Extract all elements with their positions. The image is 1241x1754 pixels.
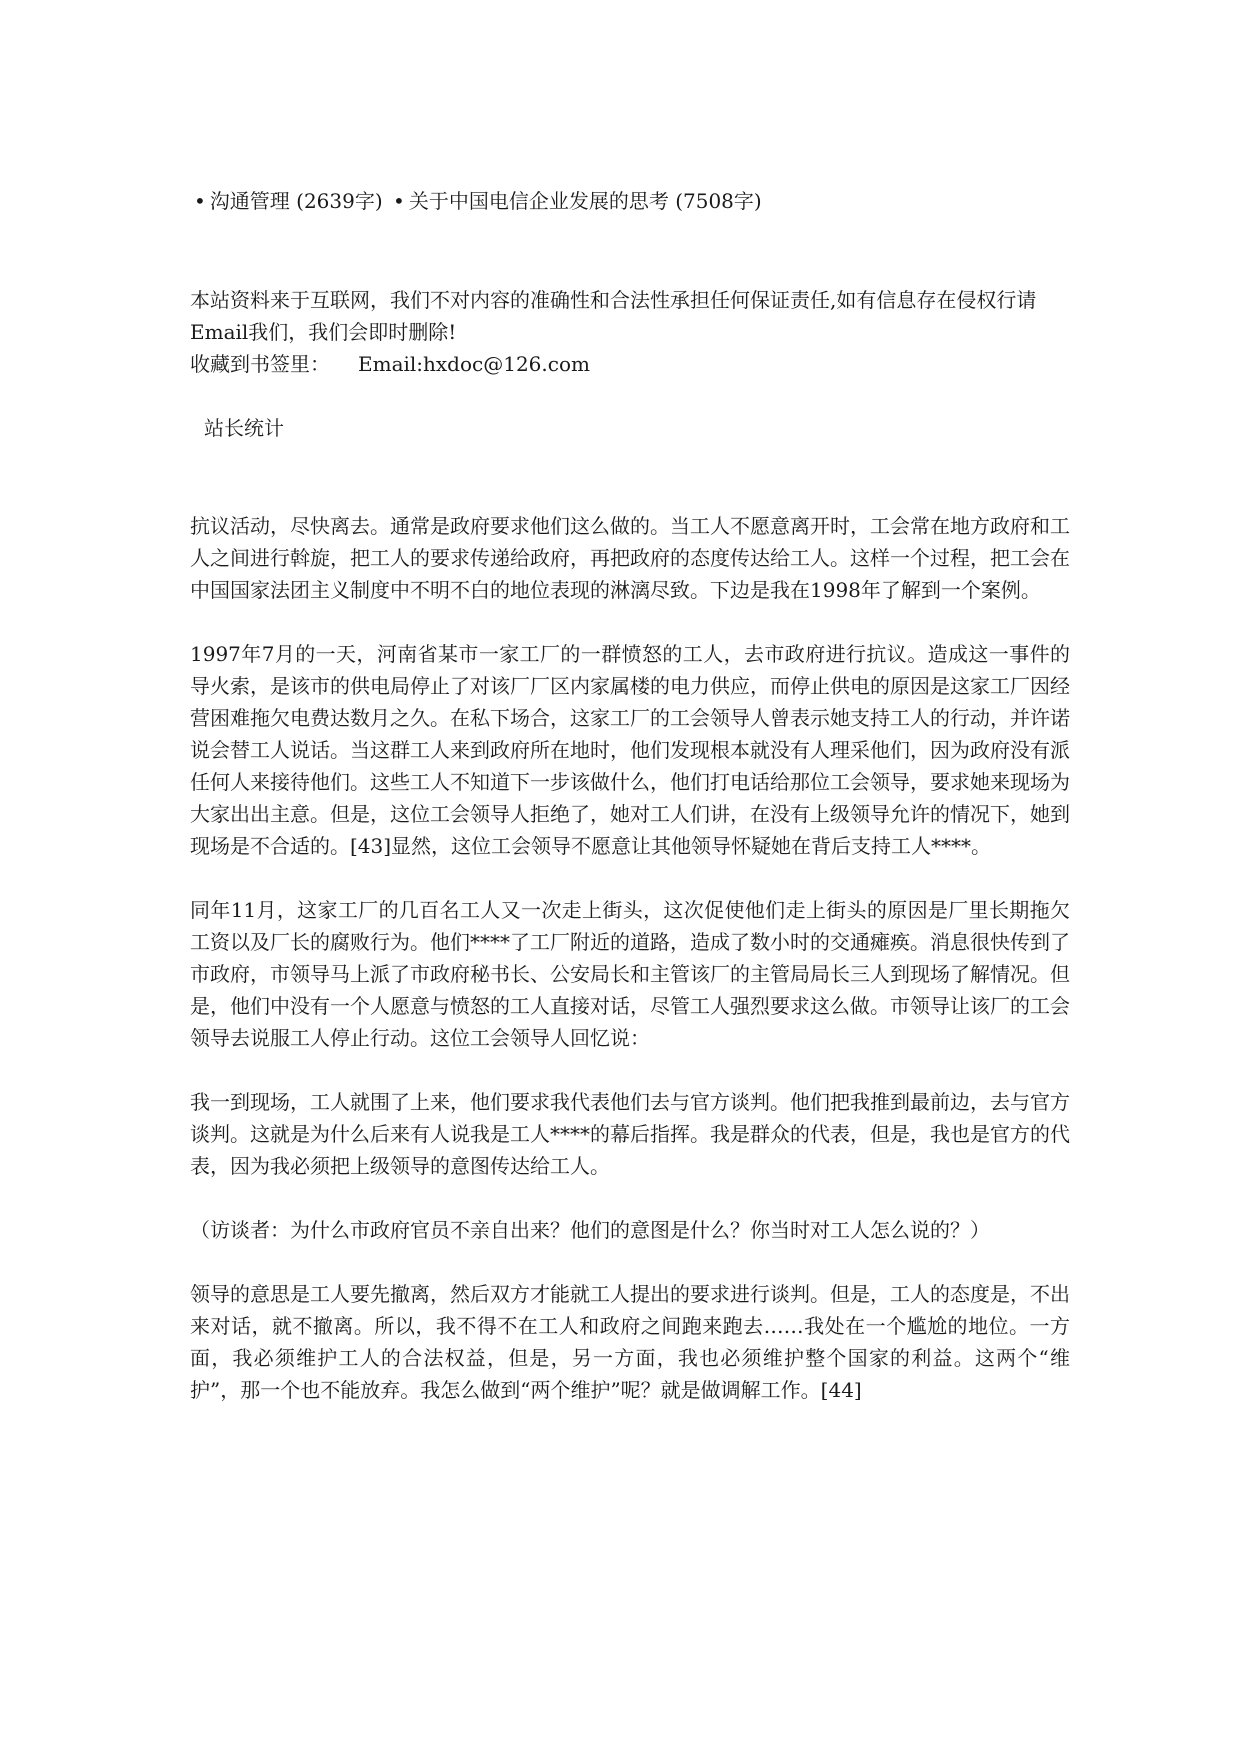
contact-email[interactable]: Email:hxdoc@126.com [358,352,590,376]
bookmark-line [190,348,590,380]
article-paragraph: 领导的意思是工人要先撤离，然后双方才能就工人提出的要求进行谈判。但是，工人的态度是，不出来对话，就不撤离。所以，我不得不在工人和政府之间跑来跑去……我处在一个尴尬的地位。一方面，我必须维护工人的合法权益，但是，另一方面，我也必须维护整个国家的利益。这两个“维护”，那一个也不能放弃。我怎么做到“两个维护”呢？就是做调解工作。[44] [190,1282,1070,1402]
related-link-count: (2639字) [296,189,383,213]
bullet: • [393,189,405,213]
article-body [190,510,1070,1438]
bullet: • [194,189,206,213]
disclaimer-notice: 本站资料来于互联网，我们不对内容的准确性和合法性承担任何保证责任,如有信息存在侵权行请Email我们，我们会即时删除! [190,288,1037,344]
related-link-count: (7508字) [675,189,762,213]
article-paragraph: 抗议活动，尽快离去。通常是政府要求他们这么做的。当工人不愿意离开时，工会常在地方政府和工人之间进行斡旋，把工人的要求传递给政府，再把政府的态度传达给工人。这样一个过程，把工会在中国国家法团主义制度中不明不白的地位表现的淋漓尽致。下边是我在1998年了解到一个案例。 [190,514,1070,602]
article-paragraph: 1997年7月的一天，河南省某市一家工厂的一群愤怒的工人，去市政府进行抗议。造成这一事件的导火索，是该市的供电局停止了对该厂厂区内家属楼的电力供应，而停止供电的原因是这家工厂因经营困难拖欠电费达数月之久。在私下场合，这家工厂的工会领导人曾表示她支持工人的行动，并许诺说会替工人说话。当这群工人来到政府所在地时，他们发现根本就没有人理采他们，因为政府没有派任何人来接待他们。这些工人不知道下一步该做什么，他们打电话给那位工会领导，要求她来现场为大家出出主意。但是，这位工会领导人拒绝了，她对工人们讲，在没有上级领导允许的情况下，她到现场是不合适的。[43]显然，这位工会领导不愿意让其他领导怀疑她在背后支持工人****。 [190,642,1070,858]
article-paragraph: 我一到现场，工人就围了上来，他们要求我代表他们去与官方谈判。他们把我推到最前边，去与官方谈判。这就是为什么后来有人说我是工人****的幕后指挥。我是群众的代表，但是，我也是官方的代表，因为我必须把上级领导的意图传达给工人。 [190,1090,1070,1178]
bookmark-label[interactable]: 收藏到书签里： [190,352,330,376]
article-paragraph: 同年11月，这家工厂的几百名工人又一次走上街头，这次促使他们走上街头的原因是厂里长期拖欠工资以及厂长的腐败行为。他们****了工厂附近的道路，造成了数小时的交通瘫痪。消息很快传到了市政府，市领导马上派了市政府秘书长、公安局长和主管该厂的主管局局长三人到现场了解情况。但是，他们中没有一个人愿意与愤怒的工人直接对话，尽管工人强烈要求这么做。市领导让该厂的工会领导去说服工人停止行动。这位工会领导人回忆说： [190,898,1070,1050]
site-stats-link[interactable]: 站长统计 [204,416,284,440]
related-link-title[interactable]: 关于中国电信企业发展的思考 [408,189,669,213]
article-paragraph: （访谈者：为什么市政府官员不亲自出来？他们的意图是什么？你当时对工人怎么说的？） [190,1218,990,1242]
related-links [190,186,762,216]
related-link-title[interactable]: 沟通管理 [209,189,290,213]
